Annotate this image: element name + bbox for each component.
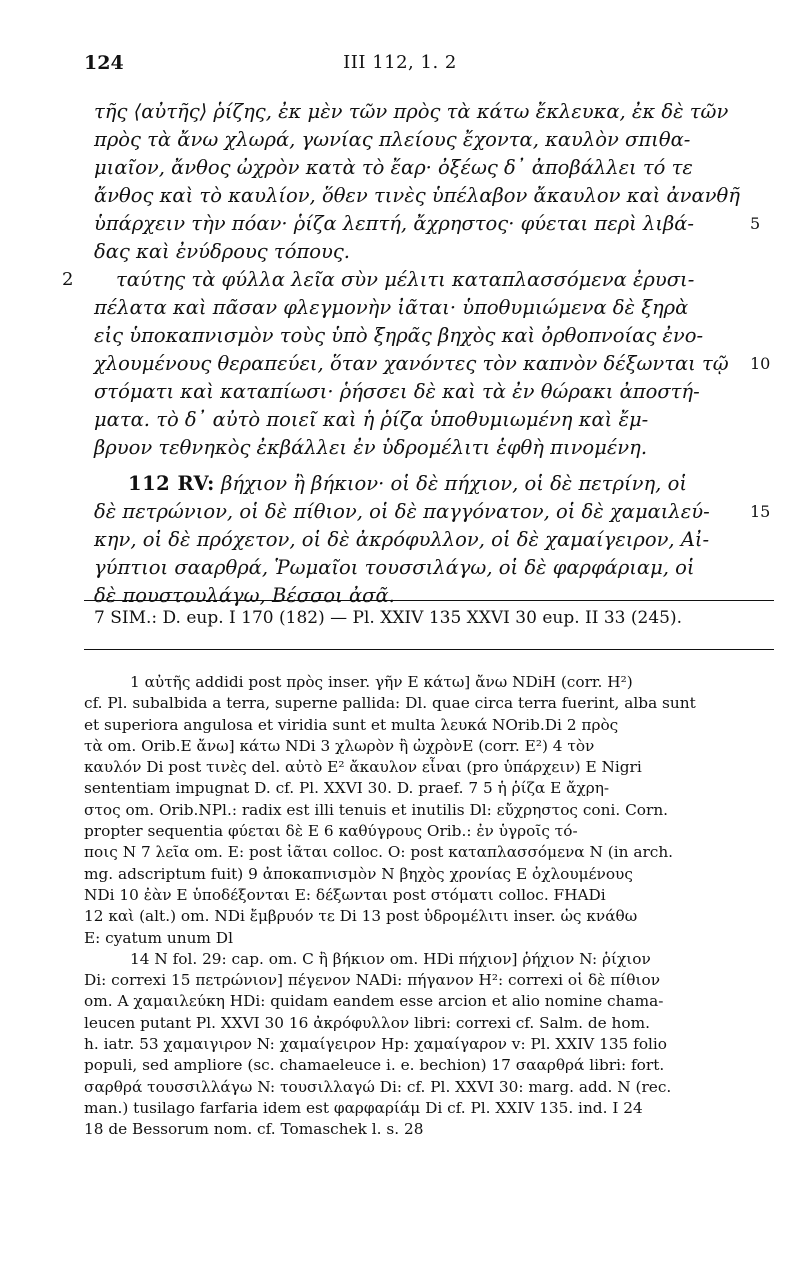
text-line bbox=[0, 294, 694, 322]
apparatus-line: propter sequentia φύεται δὲ E 6 καθύγρους Orib.: ἐν ὑγροῖς τό- bbox=[84, 822, 578, 841]
apparatus-line: 12 καὶ (alt.) om. NDi ἔμβρυόν τε Di 13 post ὑδρομέλιτι inser. ὡς κνάθω bbox=[84, 907, 638, 926]
line-text: στόματι καὶ καταπίωσι· ῥήσσει δὲ καὶ τὰ ἐν θώρακι ἀποστή- bbox=[94, 380, 700, 403]
apparatus-line: et superiora angulosa et viridia sunt et multa λευκά NOrib.Di 2 πρὸς bbox=[84, 715, 619, 734]
apparatus-line: ποις N 7 λεῖα om. E: post ἰᾶται colloc. O: post καταπλασσόμενα N (in arch. bbox=[84, 843, 674, 862]
apparatus-line: τὰ om. Orib.E ἄνω] κάτω NDi 3 χλωρὸν ἢ ὠχρὸνE (corr. E²) 4 τὸν bbox=[84, 736, 595, 755]
line-text: ἄνθος καὶ τὸ καυλίον, ὅθεν τινὲς ὑπέλαβον ἄκαυλον καὶ ἀνανθῆ bbox=[94, 184, 740, 207]
line-number: 10 bbox=[750, 354, 771, 373]
line-text: δας καὶ ἐνύδρους τόπους. bbox=[94, 240, 350, 263]
apparatus-line: man.) tusilago farfaria idem est φαρφαρίάμ Di cf. Pl. XXIV 135. ind. I 24 bbox=[84, 1098, 643, 1117]
apparatus-line: mg. adscriptum fuit) 9 ἀποκαπνισμὸν N βηχὸς χρονίας E ὀχλουμένους bbox=[84, 864, 633, 883]
text-line bbox=[0, 526, 710, 554]
text-line bbox=[0, 434, 694, 462]
line-text: χλουμένους θεραπεύει, ὅταν χανόντες τὸν καπνὸν δέξωνται τῷ bbox=[94, 352, 729, 375]
apparatus-line: καυλόν Di post τινὲς del. αὐτὸ E² ἄκαυλον εἶναι (pro ὑπάρχειν) E Nigri bbox=[84, 758, 642, 777]
apparatus-line: om. A χαμαιλεύκη HDi: quidam eandem esse arcion et alio nomine chama- bbox=[84, 992, 664, 1011]
running-head: III 112, 1. 2 bbox=[343, 52, 457, 73]
line-text: δὲ πουστουλάγω, Βέσσοι ἀσᾶ. bbox=[94, 584, 395, 607]
critical-apparatus bbox=[84, 672, 784, 1141]
entry-number: 112 RV: bbox=[128, 472, 215, 495]
line-text: εἰς ὑποκαπνισμὸν τοὺς ὑπὸ ξηρᾶς βηχὸς καὶ ὀρθοπνοίας ἐνο- bbox=[94, 324, 704, 347]
line-text: ὑπάρχειν τὴν πόαν· ῥίζα λεπτή, ἄχρηστος· φύεται περὶ λιβά- bbox=[94, 212, 695, 235]
text-line bbox=[0, 470, 728, 498]
apparatus-line: 14 N fol. 29: cap. om. C ἢ βήκιον om. HDi πήχιον] ῥήχιον N: ῥίχιον bbox=[130, 949, 651, 968]
text-line bbox=[0, 126, 694, 154]
text-line bbox=[0, 322, 704, 350]
text-line bbox=[0, 210, 761, 238]
apparatus-line: NDi 10 ἐὰν E ὑποδέξονται E: δέξωνται post στόματι colloc. FHADi bbox=[84, 885, 606, 904]
text-line bbox=[0, 266, 716, 294]
text-line bbox=[0, 238, 694, 266]
apparatus-line: 18 de Bessorum nom. cf. Tomaschek l. s. 28 bbox=[84, 1120, 424, 1139]
apparatus-line: 1 αὐτῆς addidi post πρὸς inser. γῆν E κάτω] ἄνω NDiH (corr. H²) bbox=[130, 673, 633, 691]
apparatus-line: cf. Pl. subalbida a terra, superne pallida: Dl. quae circa terra fuerint, alba sunt bbox=[84, 694, 696, 713]
apparatus-line: σαρθρά τουσσιλλάγω N: τουσιλλαγώ Di: cf. Pl. XXVI 30: marg. add. N (rec. bbox=[84, 1077, 672, 1096]
text-line bbox=[0, 406, 694, 434]
testimonia-line: 7 SIM.: D. eup. I 170 (182) — Pl. XXIV 135 XXVI 30 eup. II 33 (245). bbox=[94, 608, 683, 628]
text-line bbox=[0, 582, 694, 610]
apparatus-line: populi, sed ampliore (sc. chamaeleuce i. e. bechion) 17 σααρθρά libri: fort. bbox=[84, 1056, 665, 1075]
text-line bbox=[0, 350, 771, 378]
line-text: τῆς ⟨αὐτῆς⟩ ῥίζης, ἐκ μὲν τῶν πρὸς τὰ κάτω ἔκλευκα, ἐκ δὲ τῶν bbox=[94, 100, 729, 123]
apparatus-line: στος om. Orib.NPl.: radix est illi tenuis et inutilis Dl: εὔχρηστος coni. Corn. bbox=[84, 800, 669, 819]
main-text bbox=[0, 98, 800, 610]
apparatus-line: h. iatr. 53 χαμαιγιρον N: χαμαίγειρον Hp: χαμαίγαρον v: Pl. XXIV 135 folio bbox=[84, 1035, 668, 1054]
divider-rule bbox=[84, 649, 774, 650]
line-text: βρυον τεθνηκὸς ἐκβάλλει ἐν ὑδρομέλιτι ἑφθὴ πινομένη. bbox=[94, 436, 648, 459]
text-line bbox=[0, 154, 694, 182]
apparatus-line: leucen putant Pl. XXVI 30 16 ἀκρόφυλλον libri: correxi cf. Salm. de hom. bbox=[84, 1013, 650, 1032]
line-number: 5 bbox=[750, 214, 761, 233]
text-line bbox=[0, 554, 694, 582]
line-text: ταύτης τὰ φύλλα λεῖα σὺν μέλιτι καταπλασσόμενα ἐρυσι- bbox=[116, 268, 695, 291]
line-number: 15 bbox=[750, 502, 771, 521]
page-header bbox=[0, 52, 800, 82]
apparatus-line: sententiam impugnat D. cf. Pl. XXVI 30. D. praef. 7 5 ἡ ῥίζα E ἄχρη- bbox=[84, 779, 610, 798]
text-line bbox=[0, 98, 729, 126]
section-number: 2 bbox=[62, 269, 74, 290]
line-text: βήχιον ἢ βήκιον· οἱ δὲ πήχιον, οἱ δὲ πετρίνη, οἱ bbox=[214, 472, 687, 495]
text-line bbox=[0, 498, 771, 526]
divider-rule bbox=[84, 600, 774, 601]
line-text: ματα. τὸ δ᾽ αὐτὸ ποιεῖ καὶ ἡ ῥίζα ὑποθυμιωμένη καὶ ἔμ- bbox=[94, 408, 649, 431]
line-text: γύπτιοι σααρθρά, Ῥωμαῖοι τουσσιλάγω, οἱ δὲ φαρφάριαμ, οἱ bbox=[94, 556, 695, 579]
line-text: μιαῖον, ἄνθος ὠχρὸν κατὰ τὸ ἔαρ· ὀξέως δ᾽ ἀποβάλλει τό τε bbox=[94, 156, 693, 179]
line-text: δὲ πετρώνιον, οἱ δὲ πίθιον, οἱ δὲ παγγόνατον, οἱ δὲ χαμαιλεύ- bbox=[94, 500, 710, 523]
line-text: πρὸς τὰ ἄνω χλωρά, γωνίας πλείους ἔχοντα, καυλὸν σπιθα- bbox=[94, 128, 691, 151]
text-line bbox=[0, 182, 740, 210]
line-text: κην, οἱ δὲ πρόχετον, οἱ δὲ ἀκρόφυλλον, οἱ δὲ χαμαίγειρον, Αἰ- bbox=[94, 528, 710, 551]
text-line bbox=[0, 378, 700, 406]
line-text: πέλατα καὶ πᾶσαν φλεγμονὴν ἰᾶται· ὑποθυμιώμενα δὲ ξηρὰ bbox=[94, 296, 689, 319]
apparatus-line: Di: correxi 15 πετρώνιον] πέγενον NADi: πήγανον H²: correxi οἱ δὲ πίθιον bbox=[84, 971, 661, 990]
page-number: 124 bbox=[84, 52, 124, 74]
apparatus-line: E: cyatum unum Dl bbox=[84, 928, 233, 947]
